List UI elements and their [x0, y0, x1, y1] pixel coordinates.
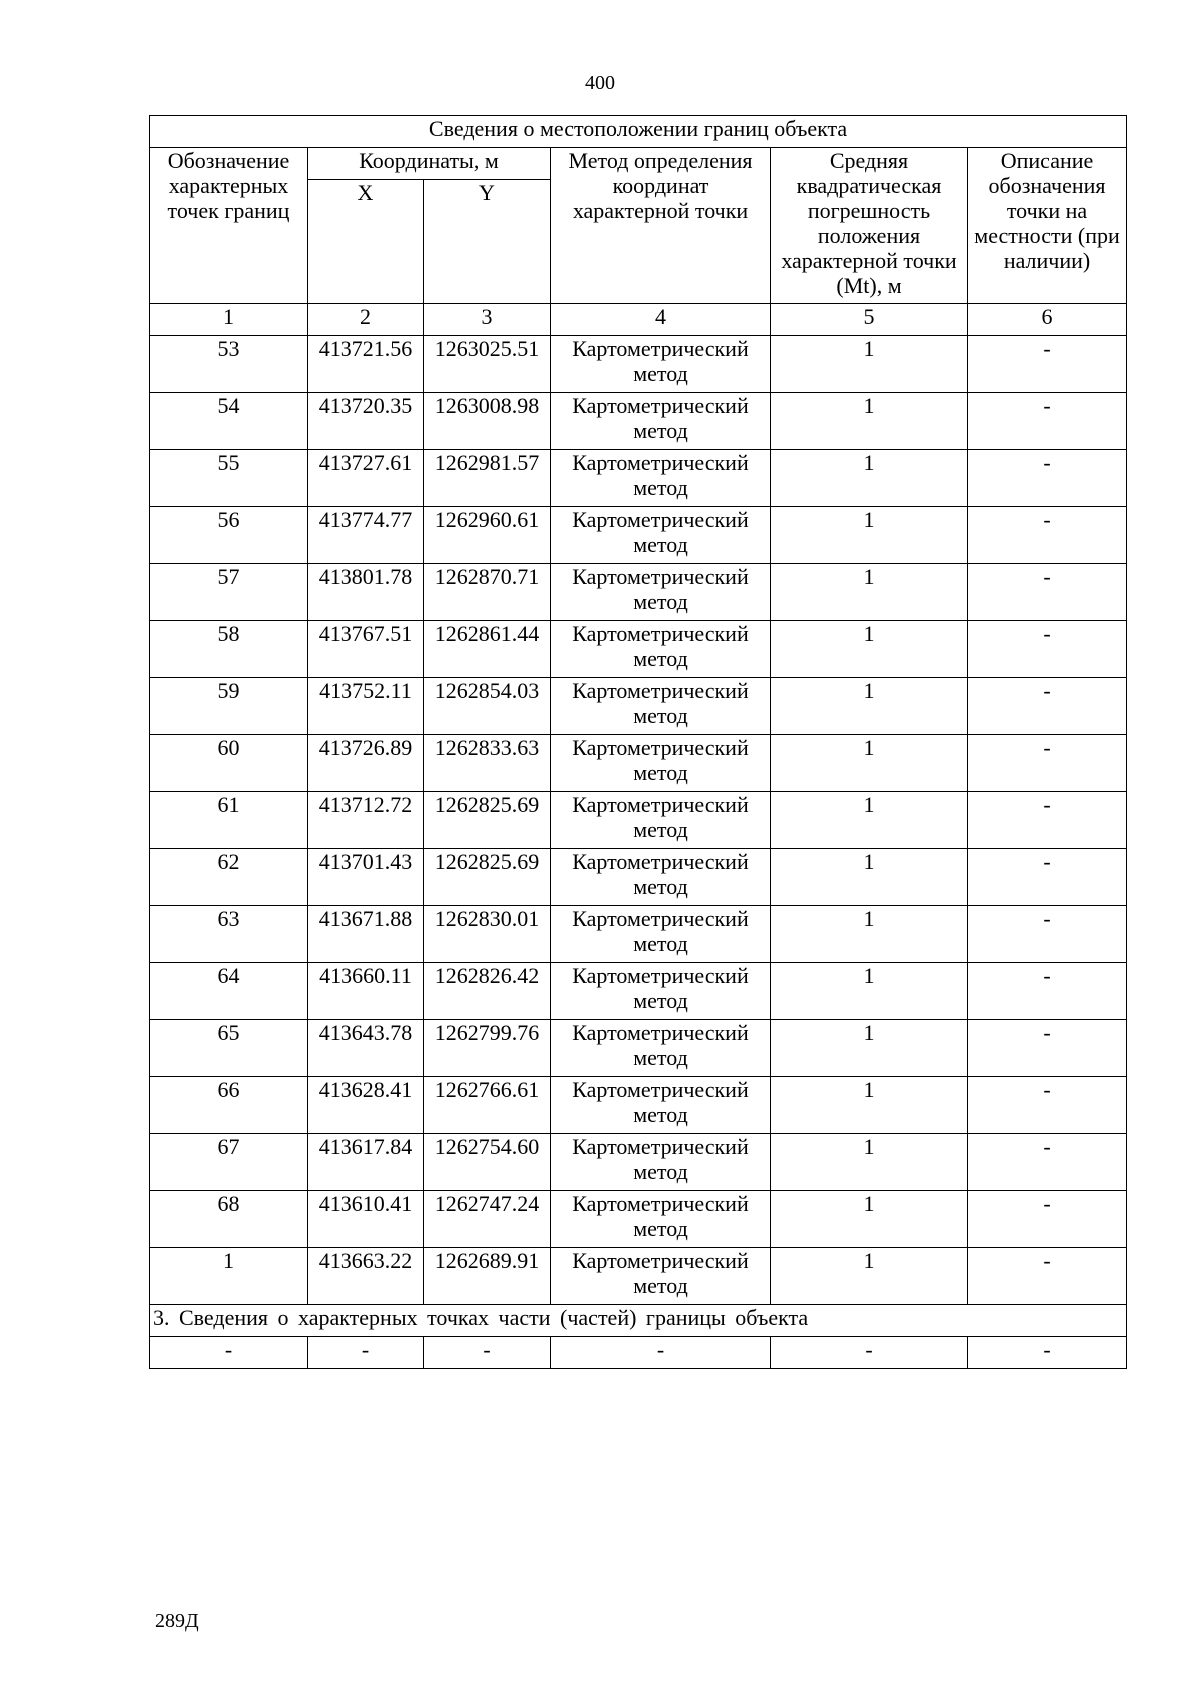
description-cell: -	[968, 963, 1127, 1020]
y-coordinate-cell: 1262826.42	[424, 963, 551, 1020]
header-x: X	[308, 180, 424, 304]
header-row-1	[150, 148, 1127, 180]
description-cell: -	[968, 1077, 1127, 1134]
x-coordinate-cell: 413643.78	[308, 1020, 424, 1077]
header-description: Описание обозначения точки на местности (при наличии)	[968, 148, 1127, 304]
header-y: Y	[424, 180, 551, 304]
table-row	[150, 450, 1127, 507]
method-cell: Картометрический метод	[551, 906, 771, 963]
error-cell: 1	[771, 393, 968, 450]
document-code: 289Д	[155, 1610, 199, 1632]
error-cell: 1	[771, 564, 968, 621]
method-cell: Картометрический метод	[551, 1248, 771, 1305]
method-cell: Картометрический метод	[551, 849, 771, 906]
error-cell: 1	[771, 1191, 968, 1248]
column-number: 4	[551, 304, 771, 336]
section3-title: 3. Сведения о характерных точках части (частей) границы объекта	[150, 1305, 1127, 1337]
y-coordinate-cell: 1262981.57	[424, 450, 551, 507]
x-coordinate-cell: 413727.61	[308, 450, 424, 507]
column-number: 2	[308, 304, 424, 336]
page-number: 400	[585, 72, 615, 94]
method-cell: Картометрический метод	[551, 678, 771, 735]
point-cell: 57	[150, 564, 308, 621]
table-row	[150, 735, 1127, 792]
point-cell: 68	[150, 1191, 308, 1248]
error-cell: 1	[771, 849, 968, 906]
method-cell: Картометрический метод	[551, 450, 771, 507]
point-cell: 58	[150, 621, 308, 678]
y-coordinate-cell: 1262854.03	[424, 678, 551, 735]
y-coordinate-cell: 1262754.60	[424, 1134, 551, 1191]
table-row	[150, 849, 1127, 906]
empty-cell: -	[308, 1337, 424, 1369]
method-cell: Картометрический метод	[551, 735, 771, 792]
description-cell: -	[968, 1020, 1127, 1077]
description-cell: -	[968, 1191, 1127, 1248]
empty-cell: -	[771, 1337, 968, 1369]
error-cell: 1	[771, 507, 968, 564]
point-cell: 64	[150, 963, 308, 1020]
point-cell: 62	[150, 849, 308, 906]
boundary-coordinates-table	[149, 115, 1127, 1369]
method-cell: Картометрический метод	[551, 336, 771, 393]
table-row	[150, 678, 1127, 735]
header-method: Метод определения координат характерной точки	[551, 148, 771, 304]
y-coordinate-cell: 1262870.71	[424, 564, 551, 621]
error-cell: 1	[771, 792, 968, 849]
y-coordinate-cell: 1262960.61	[424, 507, 551, 564]
x-coordinate-cell: 413663.22	[308, 1248, 424, 1305]
error-cell: 1	[771, 621, 968, 678]
y-coordinate-cell: 1262825.69	[424, 792, 551, 849]
description-cell: -	[968, 621, 1127, 678]
x-coordinate-cell: 413628.41	[308, 1077, 424, 1134]
y-coordinate-cell: 1262861.44	[424, 621, 551, 678]
method-cell: Картометрический метод	[551, 564, 771, 621]
point-cell: 65	[150, 1020, 308, 1077]
point-cell: 66	[150, 1077, 308, 1134]
section3-empty-row	[150, 1337, 1127, 1369]
error-cell: 1	[771, 450, 968, 507]
table-row	[150, 336, 1127, 393]
point-cell: 54	[150, 393, 308, 450]
x-coordinate-cell: 413767.51	[308, 621, 424, 678]
table-row	[150, 963, 1127, 1020]
description-cell: -	[968, 336, 1127, 393]
description-cell: -	[968, 564, 1127, 621]
point-cell: 56	[150, 507, 308, 564]
column-number-row	[150, 304, 1127, 336]
description-cell: -	[968, 1248, 1127, 1305]
y-coordinate-cell: 1262799.76	[424, 1020, 551, 1077]
x-coordinate-cell: 413801.78	[308, 564, 424, 621]
method-cell: Картометрический метод	[551, 1134, 771, 1191]
y-coordinate-cell: 1262747.24	[424, 1191, 551, 1248]
error-cell: 1	[771, 1134, 968, 1191]
point-cell: 55	[150, 450, 308, 507]
description-cell: -	[968, 450, 1127, 507]
point-cell: 59	[150, 678, 308, 735]
y-coordinate-cell: 1262689.91	[424, 1248, 551, 1305]
table-row	[150, 1077, 1127, 1134]
table-title-row	[150, 116, 1127, 148]
method-cell: Картометрический метод	[551, 792, 771, 849]
point-cell: 53	[150, 336, 308, 393]
description-cell: -	[968, 906, 1127, 963]
error-cell: 1	[771, 336, 968, 393]
method-cell: Картометрический метод	[551, 507, 771, 564]
table-row	[150, 621, 1127, 678]
table-row	[150, 393, 1127, 450]
method-cell: Картометрический метод	[551, 963, 771, 1020]
description-cell: -	[968, 393, 1127, 450]
error-cell: 1	[771, 678, 968, 735]
empty-cell: -	[968, 1337, 1127, 1369]
x-coordinate-cell: 413660.11	[308, 963, 424, 1020]
table-row	[150, 906, 1127, 963]
empty-cell: -	[551, 1337, 771, 1369]
y-coordinate-cell: 1263025.51	[424, 336, 551, 393]
error-cell: 1	[771, 1077, 968, 1134]
header-coordinates: Координаты, м	[308, 148, 551, 180]
error-cell: 1	[771, 963, 968, 1020]
description-cell: -	[968, 507, 1127, 564]
error-cell: 1	[771, 735, 968, 792]
x-coordinate-cell: 413671.88	[308, 906, 424, 963]
y-coordinate-cell: 1262766.61	[424, 1077, 551, 1134]
error-cell: 1	[771, 1020, 968, 1077]
y-coordinate-cell: 1262833.63	[424, 735, 551, 792]
table-row	[150, 507, 1127, 564]
x-coordinate-cell: 413712.72	[308, 792, 424, 849]
column-number: 5	[771, 304, 968, 336]
error-cell: 1	[771, 1248, 968, 1305]
header-error: Средняя квадратическая погрешность положения характерной точки (Mt), м	[771, 148, 968, 304]
description-cell: -	[968, 792, 1127, 849]
point-cell: 60	[150, 735, 308, 792]
description-cell: -	[968, 849, 1127, 906]
point-cell: 1	[150, 1248, 308, 1305]
description-cell: -	[968, 1134, 1127, 1191]
point-cell: 61	[150, 792, 308, 849]
x-coordinate-cell: 413701.43	[308, 849, 424, 906]
point-cell: 63	[150, 906, 308, 963]
x-coordinate-cell: 413721.56	[308, 336, 424, 393]
table-row	[150, 1191, 1127, 1248]
description-cell: -	[968, 678, 1127, 735]
column-number: 6	[968, 304, 1127, 336]
table-row	[150, 1248, 1127, 1305]
table-row	[150, 1020, 1127, 1077]
column-number: 3	[424, 304, 551, 336]
y-coordinate-cell: 1263008.98	[424, 393, 551, 450]
header-point-designation: Обозначение характерных точек границ	[150, 148, 308, 304]
method-cell: Картометрический метод	[551, 1191, 771, 1248]
y-coordinate-cell: 1262825.69	[424, 849, 551, 906]
empty-cell: -	[150, 1337, 308, 1369]
method-cell: Картометрический метод	[551, 393, 771, 450]
x-coordinate-cell: 413610.41	[308, 1191, 424, 1248]
x-coordinate-cell: 413720.35	[308, 393, 424, 450]
x-coordinate-cell: 413726.89	[308, 735, 424, 792]
table-row	[150, 1134, 1127, 1191]
table-title: Сведения о местоположении границ объекта	[150, 116, 1127, 148]
method-cell: Картометрический метод	[551, 1020, 771, 1077]
x-coordinate-cell: 413752.11	[308, 678, 424, 735]
error-cell: 1	[771, 906, 968, 963]
x-coordinate-cell: 413774.77	[308, 507, 424, 564]
point-cell: 67	[150, 1134, 308, 1191]
table-row	[150, 564, 1127, 621]
empty-cell: -	[424, 1337, 551, 1369]
x-coordinate-cell: 413617.84	[308, 1134, 424, 1191]
method-cell: Картометрический метод	[551, 621, 771, 678]
section3-title-row	[150, 1305, 1127, 1337]
table-row	[150, 792, 1127, 849]
description-cell: -	[968, 735, 1127, 792]
y-coordinate-cell: 1262830.01	[424, 906, 551, 963]
column-number: 1	[150, 304, 308, 336]
method-cell: Картометрический метод	[551, 1077, 771, 1134]
